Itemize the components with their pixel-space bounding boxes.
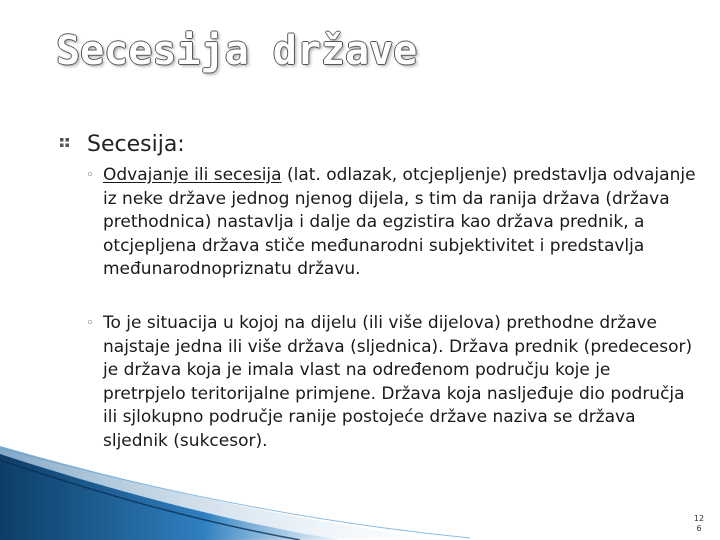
subbullet-text bbox=[103, 164, 696, 282]
bracket-bullet-icon bbox=[60, 138, 69, 147]
page-number-line2: 6 bbox=[696, 524, 702, 533]
subbullet-item bbox=[86, 312, 696, 453]
term-underlined: Odvajanje ili secesija bbox=[103, 165, 282, 185]
subbullet-text: To je situacija u kojoj na dijelu (ili više dijelova) prethodne države najstaje jedna ili više država (sljednica). Država prednik (predecesor) je država koja je imala vlast na određenom području koje je pretrpjelo teritorijalne primjene. Država koja nasljeđuje dio područja ili sjlokupno područje ranije postojeće države naziva se država sljednik (sukcesor). bbox=[103, 313, 693, 451]
circle-bullet-icon: ◦ bbox=[86, 316, 94, 331]
bullet-item bbox=[60, 132, 185, 157]
page-number-line1: 12 bbox=[693, 514, 705, 523]
bullet-label: Secesija: bbox=[87, 132, 185, 157]
page-number bbox=[692, 514, 706, 534]
subbullet-item bbox=[86, 164, 696, 282]
subbullet-rest: (lat. odlazak, otcjepljenje) predstavlja odvajanje iz neke države jednog njenog dijela, s tim da ranija država (država prethodnica) nastavlja i dalje da egzistira kao država prednik, a otcjepljena država stiče međunarodni subjektivitet i predstavlja međunarodnopriznatu državu. bbox=[103, 165, 696, 279]
circle-bullet-icon: ◦ bbox=[86, 168, 94, 183]
slide-title: Secesija države bbox=[56, 28, 418, 74]
